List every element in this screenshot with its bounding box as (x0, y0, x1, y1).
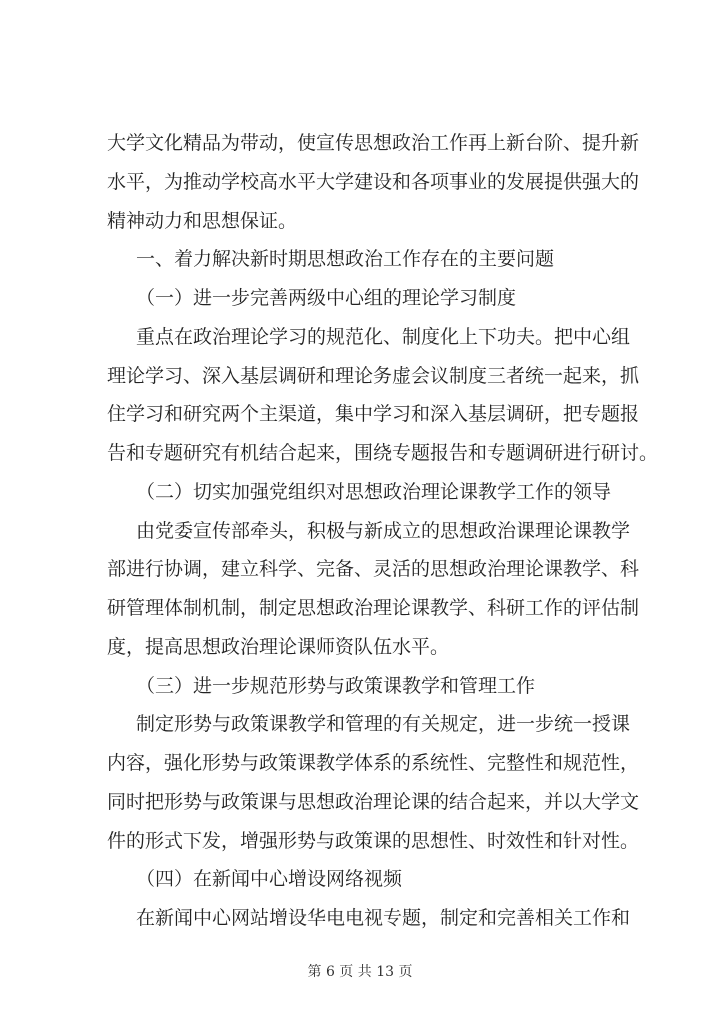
section-heading: 一、着力解决新时期思想政治工作存在的主要问题 (136, 248, 555, 270)
paragraph-first-line: 在新闻中心网站增设华电电视专题，制定和完善相关工作和 (136, 907, 631, 929)
text-line: 精神动力和思想保证。 (107, 210, 298, 232)
paragraph-first-line: 制定形势与政策课教学和管理的有关规定，进一步统一授课 (136, 713, 631, 735)
text-line: 部进行协调，建立科学、完备、灵活的思想政治理论课教学、科 (107, 558, 640, 580)
text-line: 件的形式下发，增强形势与政策课的思想性、时效性和针对性。 (107, 830, 640, 852)
text-line: 告和专题研究有机结合起来，围绕专题报告和专题调研进行研讨。 (107, 442, 659, 464)
paragraph-first-line: 由党委宣传部牵头，积极与新成立的思想政治课理论课教学 (136, 520, 631, 542)
text-line: 大学文化精品为带动，使宣传思想政治工作再上新台阶、提升新 (107, 132, 640, 154)
subsection-heading: （三）进一步规范形势与政策课教学和管理工作 (136, 675, 536, 697)
text-line: 理论学习、深入基层调研和理论务虚会议制度三者统一起来，抓 (107, 365, 640, 387)
text-line: 住学习和研究两个主渠道，集中学习和深入基层调研，把专题报 (107, 403, 640, 425)
subsection-heading: （一）进一步完善两级中心组的理论学习制度 (136, 287, 517, 309)
text-line: 度，提高思想政治理论课师资队伍水平。 (107, 636, 450, 658)
subsection-heading: （二）切实加强党组织对思想政治理论课教学工作的领导 (136, 481, 612, 503)
paragraph-first-line: 重点在政治理论学习的规范化、制度化上下功夫。把中心组 (136, 326, 631, 348)
text-line: 同时把形势与政策课与思想政治理论课的结合起来，并以大学文 (107, 791, 640, 813)
subsection-heading: （四）在新闻中心增设网络视频 (136, 868, 403, 890)
text-line: 内容，强化形势与政策课教学体系的系统性、完整性和规范性， (107, 752, 640, 774)
text-line: 研管理体制机制，制定思想政治理论课教学、科研工作的评估制 (107, 597, 640, 619)
text-line: 水平，为推动学校高水平大学建设和各项事业的发展提供强大的 (107, 171, 640, 193)
page-number-footer: 第 6 页 共 13 页 (307, 964, 413, 980)
